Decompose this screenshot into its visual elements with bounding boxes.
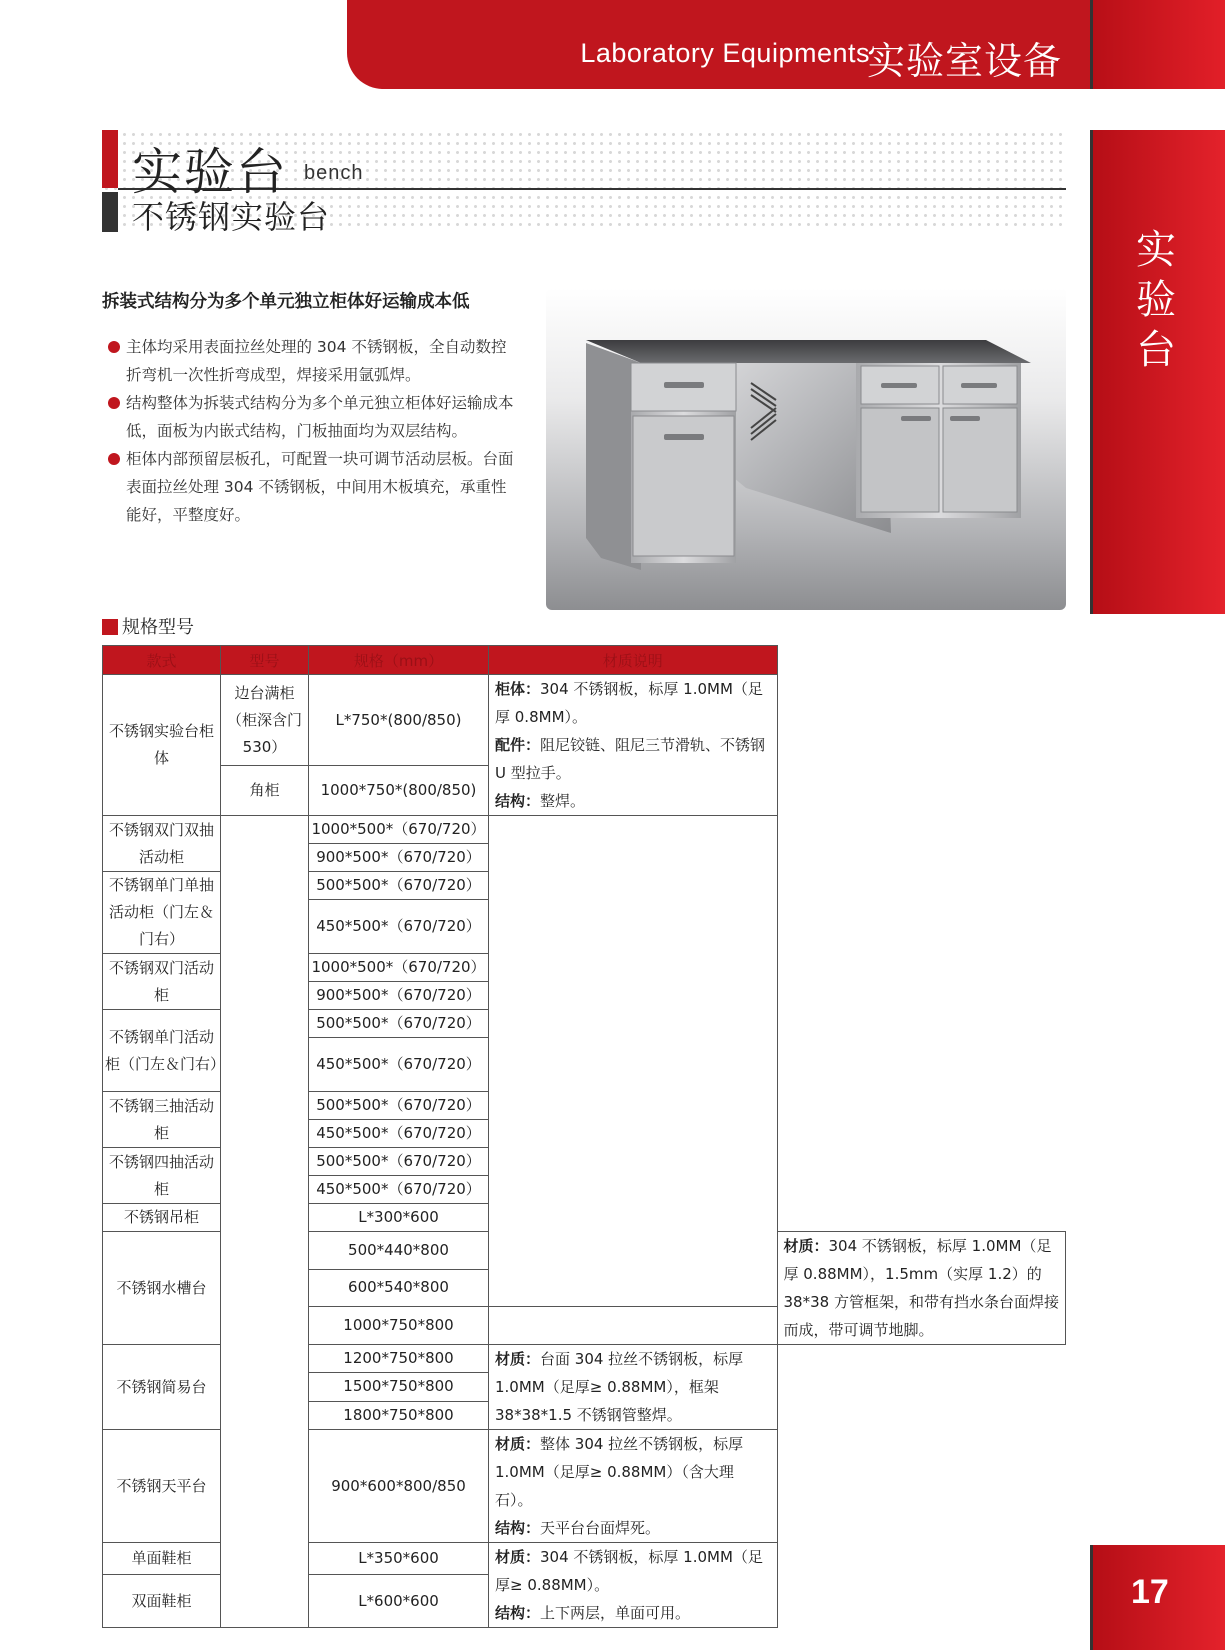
table-header-row <box>103 646 1066 675</box>
cell-material: 材质：304 不锈钢板，标厚 1.0MM（足厚 0.88MM），1.5mm（实厚 1.2）的 38*38 方管框架，和带有挡水条台面焊接而成，带可调节地脚。 <box>777 1232 1066 1345</box>
bullet-dot-icon <box>108 397 120 409</box>
cell-model: 边台满柜（柜深含门530） <box>221 675 309 766</box>
cell-size: 1800*750*800 <box>309 1401 489 1429</box>
cell-style: 不锈钢四抽活动柜 <box>103 1148 221 1204</box>
title-accent-bar <box>102 130 118 188</box>
cell-size: 1000*500*（670/720） <box>309 816 489 844</box>
side-section-tab <box>1090 130 1225 614</box>
cell-size: 500*500*（670/720） <box>309 1010 489 1038</box>
spec-section-label: 规格型号 <box>102 613 194 639</box>
cell-style: 不锈钢双门双抽活动柜 <box>103 816 221 872</box>
feature-item: 主体均采用表面拉丝处理的 304 不锈钢板，全自动数控折弯机一次性折弯成型，焊接采用氩弧焊。 <box>108 333 518 389</box>
cell-style: 不锈钢单门活动柜（门左＆门右） <box>103 1010 221 1092</box>
page-subtitle: 不锈钢实验台 <box>132 198 331 236</box>
cell-material-empty <box>489 816 778 1307</box>
bullet-dot-icon <box>108 453 120 465</box>
header-en-title: Laboratory Equipments <box>580 38 870 68</box>
col-header-size: 规格（mm） <box>309 646 489 675</box>
cell-style: 不锈钢双门活动柜 <box>103 954 221 1010</box>
subtitle-accent-bar <box>102 192 118 232</box>
cell-size: 500*500*（670/720） <box>309 1148 489 1176</box>
cell-size: 900*500*（670/720） <box>309 844 489 872</box>
cell-size: 450*500*（670/720） <box>309 1176 489 1204</box>
feature-item: 柜体内部预留层板孔，可配置一块可调节活动层板。台面表面拉丝处理 304 不锈钢板，中间用木板填充，承重性能好，平整度好。 <box>108 445 518 529</box>
cell-size: 450*500*（670/720） <box>309 1038 489 1092</box>
cell-material: 材质：整体 304 拉丝不锈钢板，标厚 1.0MM（足厚≥ 0.88MM）（含大理石）。 结构：天平台台面焊死。 <box>489 1430 778 1543</box>
cell-material: 柜体：304 不锈钢板，标厚 1.0MM（足厚 0.8MM）。 配件：阻尼铰链、阻尼三节滑轨、不锈钢 U 型拉手。 结构：整焊。 <box>489 675 778 816</box>
table-row <box>103 675 1066 766</box>
header-cn-title: 实验室设备 <box>866 39 1062 83</box>
cell-size: L*300*600 <box>309 1204 489 1232</box>
cell-style: 不锈钢吊柜 <box>103 1204 221 1232</box>
cell-size: 1000*750*(800/850) <box>309 766 489 816</box>
cell-size: 600*540*800 <box>309 1269 489 1307</box>
spec-table <box>102 645 1066 1628</box>
cell-size: 1200*750*800 <box>309 1345 489 1373</box>
cell-size: 1000*750*800 <box>309 1307 489 1345</box>
cell-size: 500*440*800 <box>309 1232 489 1270</box>
cell-size: 500*500*（670/720） <box>309 872 489 900</box>
col-header-model: 型号 <box>221 646 309 675</box>
cell-size: 900*600*800/850 <box>309 1430 489 1543</box>
page-number: 17 <box>1131 1573 1169 1611</box>
cell-size: 900*500*（670/720） <box>309 982 489 1010</box>
feature-list <box>108 333 518 529</box>
cell-style: 双面鞋柜 <box>103 1575 221 1628</box>
cell-style: 不锈钢简易台 <box>103 1345 221 1430</box>
cell-style: 不锈钢单门单抽活动柜（门左＆门右） <box>103 872 221 954</box>
header-corner-tab <box>1090 0 1225 89</box>
cell-style: 不锈钢水槽台 <box>103 1232 221 1345</box>
side-tab-label: 实验台 <box>1136 227 1176 373</box>
header-band <box>347 0 1090 89</box>
table-row <box>103 816 1066 844</box>
intro-headline: 拆装式结构分为多个单元独立柜体好运输成本低 <box>102 292 470 312</box>
cell-size: 1500*750*800 <box>309 1373 489 1401</box>
cell-size: 450*500*（670/720） <box>309 900 489 954</box>
square-bullet-icon <box>102 619 118 635</box>
page-title-en: bench <box>304 162 364 184</box>
cell-material: 材质：304 不锈钢板，标厚 1.0MM（足厚≥ 0.88MM）。 结构：上下两层，单面可用。 <box>489 1543 778 1628</box>
stainless-bench-illustration <box>546 288 1066 610</box>
cell-size: L*600*600 <box>309 1575 489 1628</box>
cell-size: L*350*600 <box>309 1543 489 1575</box>
cell-style: 单面鞋柜 <box>103 1543 221 1575</box>
feature-item: 结构整体为拆装式结构分为多个单元独立柜体好运输成本低，面板为内嵌式结构，门板抽面均为双层结构。 <box>108 389 518 445</box>
cell-style: 不锈钢实验台柜体 <box>103 675 221 816</box>
product-photo <box>546 288 1066 610</box>
cell-model-empty <box>221 816 309 1628</box>
col-header-style: 款式 <box>103 646 221 675</box>
cell-size: L*750*(800/850) <box>309 675 489 766</box>
cell-size: 1000*500*（670/720） <box>309 954 489 982</box>
col-header-material: 材质说明 <box>489 646 778 675</box>
page-title: 实验台 <box>132 143 288 201</box>
title-block <box>102 130 1066 236</box>
cell-size: 450*500*（670/720） <box>309 1120 489 1148</box>
page-number-tab <box>1090 1545 1225 1650</box>
bullet-dot-icon <box>108 341 120 353</box>
cell-style: 不锈钢三抽活动柜 <box>103 1092 221 1148</box>
cell-model: 角柜 <box>221 766 309 816</box>
cell-size: 500*500*（670/720） <box>309 1092 489 1120</box>
cell-material: 材质：台面 304 拉丝不锈钢板，标厚 1.0MM（足厚≥ 0.88MM），框架 38*38*1.5 不锈钢管整焊。 <box>489 1345 778 1430</box>
cell-style: 不锈钢天平台 <box>103 1430 221 1543</box>
